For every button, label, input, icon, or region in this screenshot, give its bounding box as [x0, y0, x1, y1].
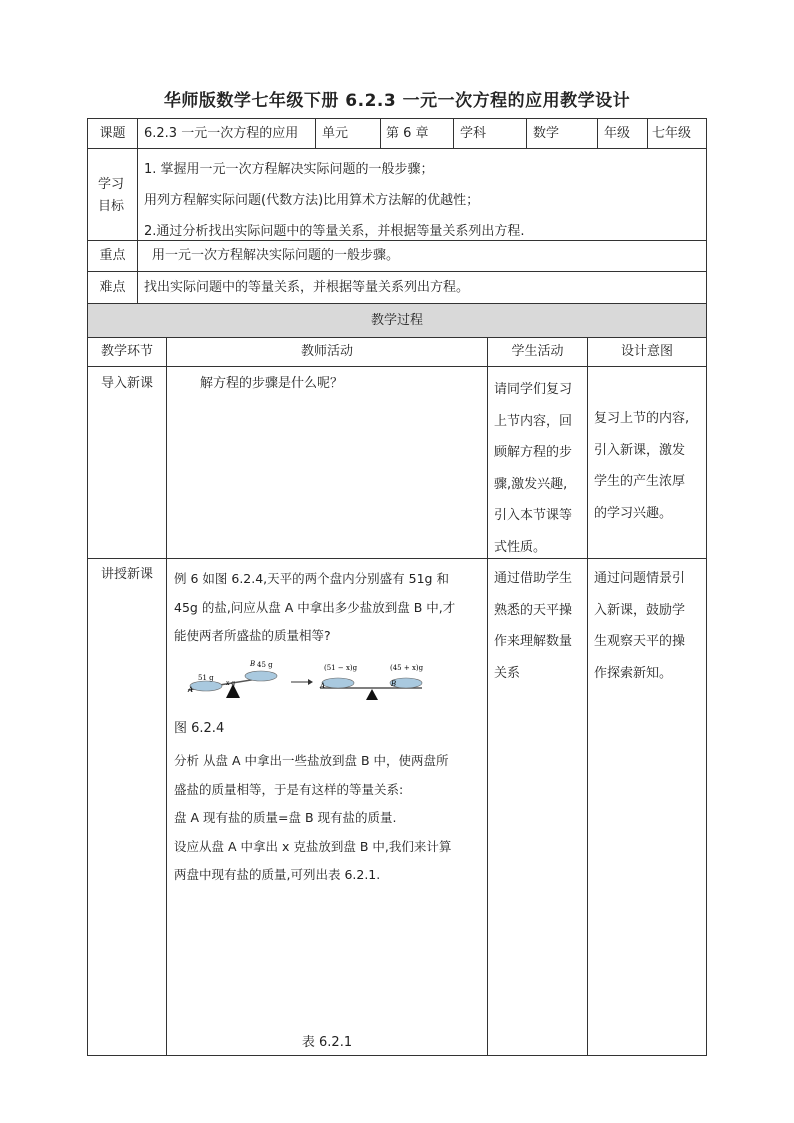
student-line: 骤,激发兴趣, [494, 476, 568, 492]
objectives-label [88, 174, 134, 218]
fig-left-x: x g [226, 680, 236, 687]
subject-value: 数学 [533, 126, 560, 141]
topic-label: 课题 [99, 126, 126, 141]
intent-line: 引入新课，激发 [594, 442, 686, 458]
student-line: 顾解方程的步 [494, 445, 573, 460]
example-line: 例 6 如图 6.2.4,天平的两个盘内分别盛有 51g 和 [174, 571, 449, 586]
subject-label: 学科 [460, 126, 487, 141]
row2-intent [594, 563, 704, 689]
student-line: 作来理解数量 [494, 634, 573, 649]
col-student: 学生活动 [511, 344, 564, 359]
analysis-line: 设应从盘 A 中拿出 x 克盐放到盘 B 中,我们来计算 [174, 838, 452, 854]
row2-teacher-analysis [174, 747, 484, 890]
example-line: 能使两者所盛盐的质量相等? [174, 628, 331, 643]
fig-right-b-mass: (45 + x)g [390, 664, 424, 672]
student-line: 关系 [494, 665, 521, 681]
row1-teacher: 解方程的步骤是什么呢？ [200, 376, 344, 391]
row2-student [494, 563, 586, 689]
fig-left-b-mass: 45 g [257, 661, 273, 669]
analysis-line: 分析 从盘 A 中拿出一些盐放到盘 B 中，使两盘所 [174, 753, 449, 768]
example-line: 45g 的盐,问应从盘 A 中拿出多少盐放到盘 B 中,才 [174, 599, 456, 615]
row2-stage: 讲授新课 [100, 567, 153, 582]
unit-label: 单元 [322, 126, 349, 141]
student-line: 引入本节课等 [494, 508, 573, 523]
intent-line: 入新课，鼓励学 [594, 602, 686, 618]
key-point-label: 重点 [99, 248, 126, 263]
difficulty-text: 找出实际问题中的等量关系，并根据等量关系列出方程。 [144, 280, 470, 295]
objectives-list [144, 154, 699, 247]
student-line: 上节内容，回 [494, 413, 573, 429]
col-teacher: 教师活动 [300, 344, 353, 359]
figure-caption: 图 6.2.4 [174, 721, 225, 736]
fig-right-a-mass: (51 − x)g [324, 664, 358, 672]
objective-item: 1. 掌握用一元一次方程解决实际问题的一般步骤； [144, 162, 434, 177]
row2-teacher-example [174, 565, 484, 651]
student-line: 式性质。 [494, 539, 547, 555]
document-title: 华师版数学七年级下册 6.2.3 一元一次方程的应用教学设计 [163, 91, 631, 111]
balance-figure-svg [186, 658, 426, 710]
student-line: 熟悉的天平操 [494, 602, 573, 618]
row1-student [494, 374, 586, 563]
intent-line: 通过问题情景引 [594, 571, 686, 586]
table-caption: 表 6.2.1 [301, 1035, 353, 1050]
analysis-line: 盘 A 现有盐的质量=盘 B 现有盐的质量. [174, 810, 397, 825]
row1-stage: 导入新课 [100, 376, 153, 391]
fig-left-a-mass: 51 g [198, 674, 214, 682]
process-header: 教学过程 [88, 304, 706, 337]
fig-left-a: A [188, 686, 194, 694]
intent-line: 作探索新知。 [594, 665, 673, 681]
objective-item: 用列方程解实际问题(代数方法)比用算术方法解的优越性； [144, 193, 480, 208]
col-intent: 设计意图 [620, 344, 673, 359]
row1-intent [594, 403, 704, 529]
intent-line: 学生的产生浓厚 [594, 474, 686, 489]
balance-figure [186, 658, 426, 710]
fig-left-b: B [250, 660, 256, 668]
difficulty-label: 难点 [99, 280, 126, 295]
objective-item: 2.通过分析找出实际问题中的等量关系，并根据等量关系列出方程. [144, 224, 525, 239]
student-line: 通过借助学生 [494, 571, 573, 586]
unit-value: 第 6 章 [386, 126, 429, 141]
left-balance [187, 660, 277, 698]
fig-right-a: A [320, 682, 326, 690]
right-balance [319, 664, 424, 700]
grade-label: 年级 [604, 126, 631, 141]
analysis-line: 两盘中现有盐的质量,可列出表 6.2.1. [174, 867, 381, 882]
topic-value: 6.2.3 一元一次方程的应用 [144, 126, 299, 141]
intent-line: 复习上节的内容, [594, 411, 690, 426]
fig-right-b: B [391, 680, 397, 688]
arrow-icon [291, 679, 313, 685]
col-stage: 教学环节 [100, 344, 153, 359]
key-point-text: 用一元一次方程解决实际问题的一般步骤。 [152, 248, 400, 263]
student-line: 请同学们复习 [494, 382, 573, 397]
intent-line: 生观察天平的操 [594, 634, 686, 649]
objectives-label-text: 学习目标 [97, 177, 124, 214]
intent-line: 的学习兴趣。 [594, 505, 673, 521]
grade-value: 七年级 [652, 126, 692, 141]
analysis-line: 盛盐的质量相等，于是有这样的等量关系: [174, 781, 404, 797]
